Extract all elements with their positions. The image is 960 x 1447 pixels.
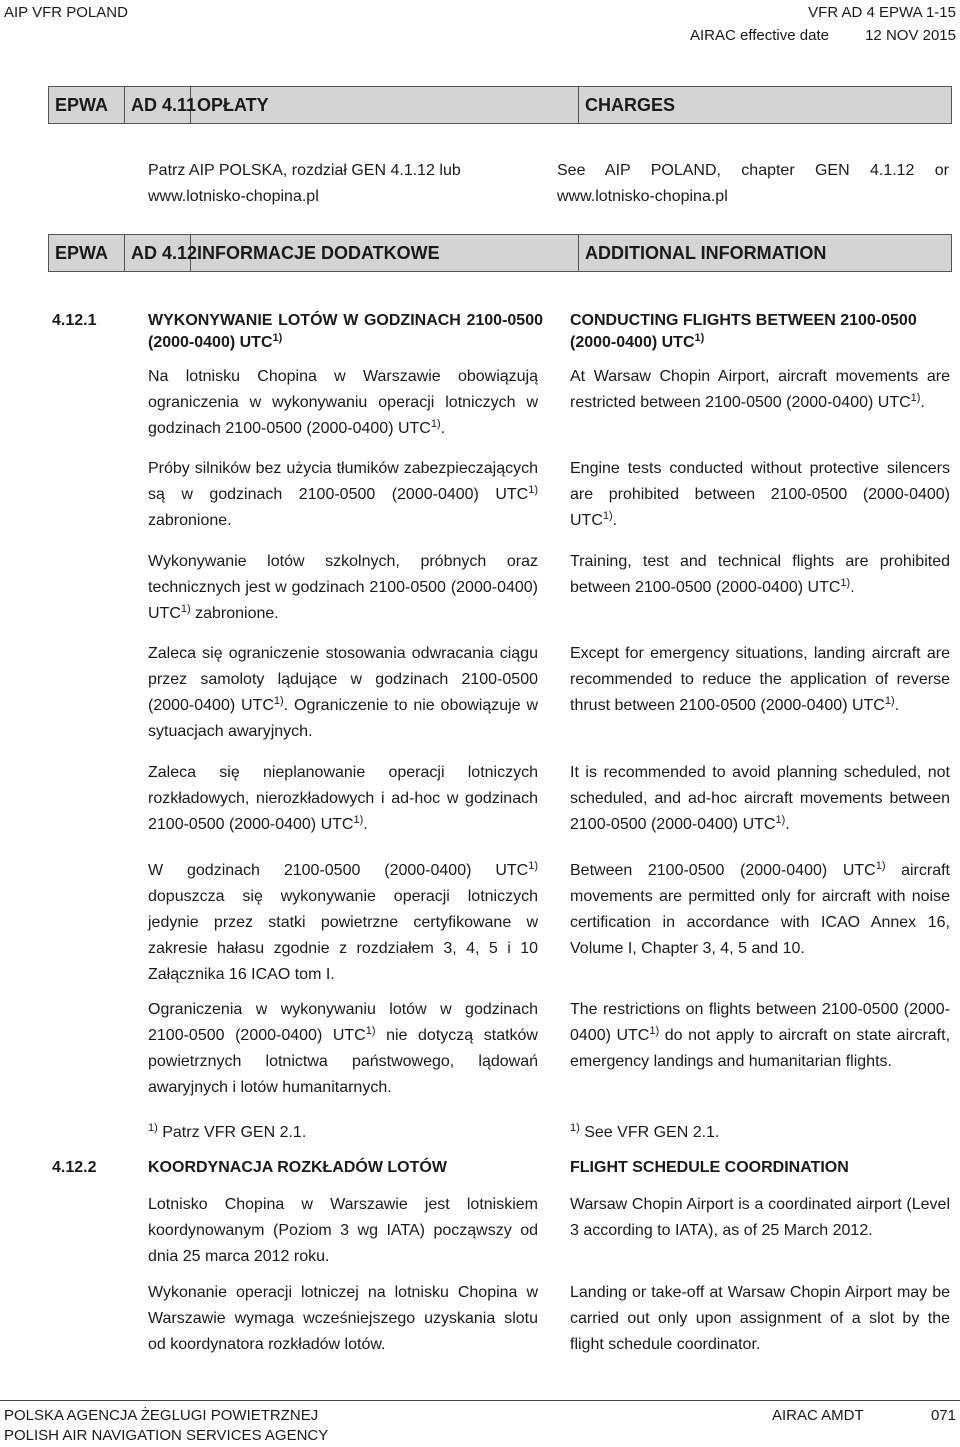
paragraph-en-1: At Warsaw Chopin Airport, aircraft movements are restricted between 2100-0500 (2000-0400) UTC$^{1)}$. (570, 368, 950, 411)
paragraph-en-7: The restrictions on flights between 2100-0500 (2000-0400) UTC$^{1)}$ do not apply to aircraft on state aircraft, emergency landings and humanitarian flights. (570, 1001, 951, 1070)
paragraph-pl-3: Wykonywanie lotów szkolnych, próbnych oraz technicznych jest w godzinach 2100-0500 (2000-0400) UTC$^{1)}$ zabronione. (148, 553, 538, 622)
section-code: EPWA (49, 235, 125, 271)
paragraph-en-4: Except for emergency situations, landing aircraft are recommended to reduce the application of reverse thrust between 2100-0500 (2000-0400) UTC$^{1)}$. (570, 645, 950, 714)
section-bar-charges (48, 86, 952, 124)
coordination-pl-2: Wykonanie operacji lotniczej na lotnisku Chopina w Warszawie wymaga wcześniejszego uzyskania slotu od koordynatora rozkładów lotów. (148, 1284, 538, 1353)
subsection-number: 4.12.2 (52, 1159, 97, 1176)
subsection-title-en: CONDUCTING FLIGHTS BETWEEN 2100-0500 (2000-0400) UTC$^{1)}$ (570, 312, 917, 351)
header-airac-label: AIRAC effective date (690, 27, 829, 44)
footnote-pl: $^{1)}$ Patrz VFR GEN 2.1. (148, 1122, 307, 1141)
header-publication: AIP VFR POLAND (4, 4, 128, 21)
paragraph-pl-2: Próby silników bez użycia tłumików zabezpieczających są w godzinach 2100-0500 (2000-0400) UTC$^{1)}$ zabronione. (148, 460, 538, 529)
subsection-number: 4.12.1 (52, 312, 97, 329)
coordination-pl-1: Lotnisko Chopina w Warszawie jest lotniskiem koordynowanym (Poziom 3 wg IATA) począwszy od dnia 25 marca 2012 roku. (148, 1196, 538, 1265)
footnote-en: $^{1)}$ See VFR GEN 2.1. (570, 1122, 720, 1141)
paragraph-en-2: Engine tests conducted without protective silencers are prohibited between 2100-0500 (2000-0400) UTC$^{1)}$. (570, 460, 950, 529)
footer-org-en: POLISH AIR NAVIGATION SERVICES AGENCY (4, 1427, 329, 1444)
charges-pl-line1: Patrz AIP POLSKA, rozdział GEN 4.1.12 lub (148, 162, 461, 179)
paragraph-pl-4: Zaleca się ograniczenie stosowania odwracania ciągu przez samoloty lądujące w godzinach 2100-0500 (2000-0400) UTC$^{1)}$. Ograniczenie to nie obowiązuje w sytuacjach awaryjnych. (148, 645, 539, 740)
paragraph-pl-5: Zaleca się nieplanowanie operacji lotniczych rozkładowych, nierozkładowych i ad-hoc w godzinach 2100-0500 (2000-0400) UTC$^{1)}$. (148, 764, 538, 833)
paragraph-pl-6: W godzinach 2100-0500 (2000-0400) UTC$^{1)}$ dopuszcza się wykonywanie operacji lotniczych jedynie przez statki powietrzne certyfikowane w zakresie hałasu zgodnie z rozdziałem 3, 4, 5 i 10 Załącznika 16 ICAO tom I. (148, 860, 538, 983)
section-number: AD 4.12 (125, 235, 191, 271)
charges-text-pl (148, 158, 538, 210)
paragraph-en-5: It is recommended to avoid planning scheduled, not scheduled, and ad-hoc aircraft movements between 2100-0500 (2000-0400) UTC$^{1)}$. (570, 764, 950, 833)
charges-en-link[interactable]: www.lotnisko-chopina.pl (557, 188, 728, 205)
section-title-en: ADDITIONAL INFORMATION (585, 243, 827, 263)
coordination-en-1: Warsaw Chopin Airport is a coordinated airport (Level 3 according to IATA), as of 25 March 2012. (570, 1196, 950, 1239)
footer-org-pl: POLSKA AGENCJA ŻEGLUGI POWIETRZNEJ (4, 1407, 319, 1424)
header-airac-date: 12 NOV 2015 (865, 27, 956, 44)
coordination-en-2: Landing or take-off at Warsaw Chopin Airport may be carried out only upon assignment of a slot by the flight schedule coordinator. (570, 1284, 950, 1353)
paragraph-pl-7: Ograniczenia w wykonywaniu lotów w godzinach 2100-0500 (2000-0400) UTC$^{1)}$ nie dotyczą statków powietrznych lotnictwa państwowego, lądowań awaryjnych i lotów humanitarnych. (148, 1001, 538, 1096)
footer-amdt-number: 071 (930, 1407, 956, 1424)
charges-text-en (557, 158, 949, 210)
subsection-title-en: FLIGHT SCHEDULE COORDINATION (570, 1159, 849, 1176)
section-bar-additional-info (48, 234, 952, 272)
header-page-ref: VFR AD 4 EPWA 1-15 (808, 4, 956, 21)
section-title-pl: OPŁATY (191, 87, 579, 123)
paragraph-en-3: Training, test and technical flights are prohibited between 2100-0500 (2000-0400) UTC$^{1)}$. (570, 553, 950, 596)
footer-rule (0, 1400, 960, 1401)
paragraph-en-6: Between 2100-0500 (2000-0400) UTC$^{1)}$ aircraft movements are permitted only for aircraft with noise certification in accordance with ICAO Annex 16, Volume I, Chapter 3, 4, 5 and 10. (570, 860, 951, 957)
paragraph-pl-1: Na lotnisku Chopina w Warszawie obowiązują ograniczenia w wykonywaniu operacji lotniczych w godzinach 2100-0500 (2000-0400) UTC$^{1)}$. (148, 368, 538, 437)
footer-amdt-label: AIRAC AMDT (772, 1407, 864, 1424)
charges-en-line1: See AIP POLAND, chapter GEN 4.1.12 or (557, 162, 949, 179)
section-code: EPWA (49, 87, 125, 123)
subsection-title-pl: WYKONYWANIE LOTÓW W GODZINACH 2100-0500 (2000-0400) UTC$^{1)}$ (148, 312, 543, 351)
charges-pl-link[interactable]: www.lotnisko-chopina.pl (148, 188, 319, 205)
section-title-pl: INFORMACJE DODATKOWE (191, 235, 579, 271)
section-title-en: CHARGES (585, 95, 676, 115)
section-number: AD 4.11 (125, 87, 191, 123)
subsection-title-pl: KOORDYNACJA ROZKŁADÓW LOTÓW (148, 1159, 447, 1176)
